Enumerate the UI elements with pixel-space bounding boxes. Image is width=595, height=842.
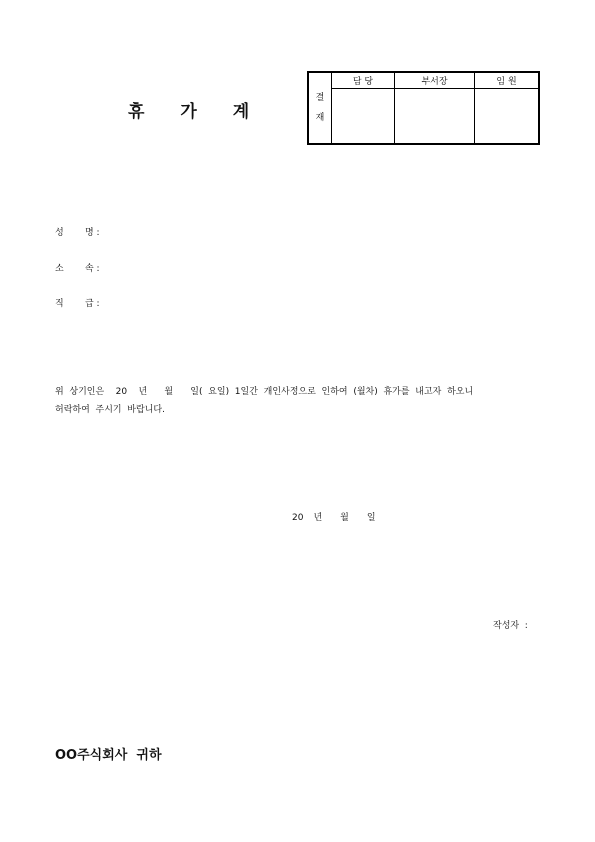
department-field: 소 속 : bbox=[55, 264, 100, 274]
approval-header-executive: 임 원 bbox=[475, 72, 539, 88]
approval-side-label: 결 재 bbox=[308, 72, 332, 144]
title-char: 계 bbox=[232, 102, 250, 122]
writer-label: 작성자 : bbox=[493, 621, 528, 631]
rank-field: 직 급 : bbox=[55, 299, 100, 309]
approval-header-manager: 담 당 bbox=[332, 72, 395, 88]
title-char: 휴 bbox=[128, 102, 145, 122]
request-paragraph bbox=[55, 383, 473, 419]
document-title bbox=[128, 97, 249, 122]
approval-header-dept-head: 부서장 bbox=[394, 72, 474, 88]
date-line: 20 년 월 일 bbox=[292, 513, 376, 523]
request-line-1: 위 상기인은 20 년 월 일( 요일) 1일간 개인사정으로 인하여 (월차) 휴가를 내고자 하오니 bbox=[55, 387, 474, 397]
approval-sign-box-dept-head[interactable] bbox=[394, 88, 474, 144]
approval-sign-box-executive[interactable] bbox=[475, 88, 539, 144]
request-line-2: 허락하여 주시기 바랍니다. bbox=[55, 405, 165, 415]
addressee: OO주식회사 귀하 bbox=[55, 748, 162, 763]
name-field: 성 명 : bbox=[55, 228, 100, 238]
approval-table bbox=[307, 71, 540, 145]
title-char: 가 bbox=[180, 102, 197, 122]
approval-sign-box-manager[interactable] bbox=[332, 88, 395, 144]
